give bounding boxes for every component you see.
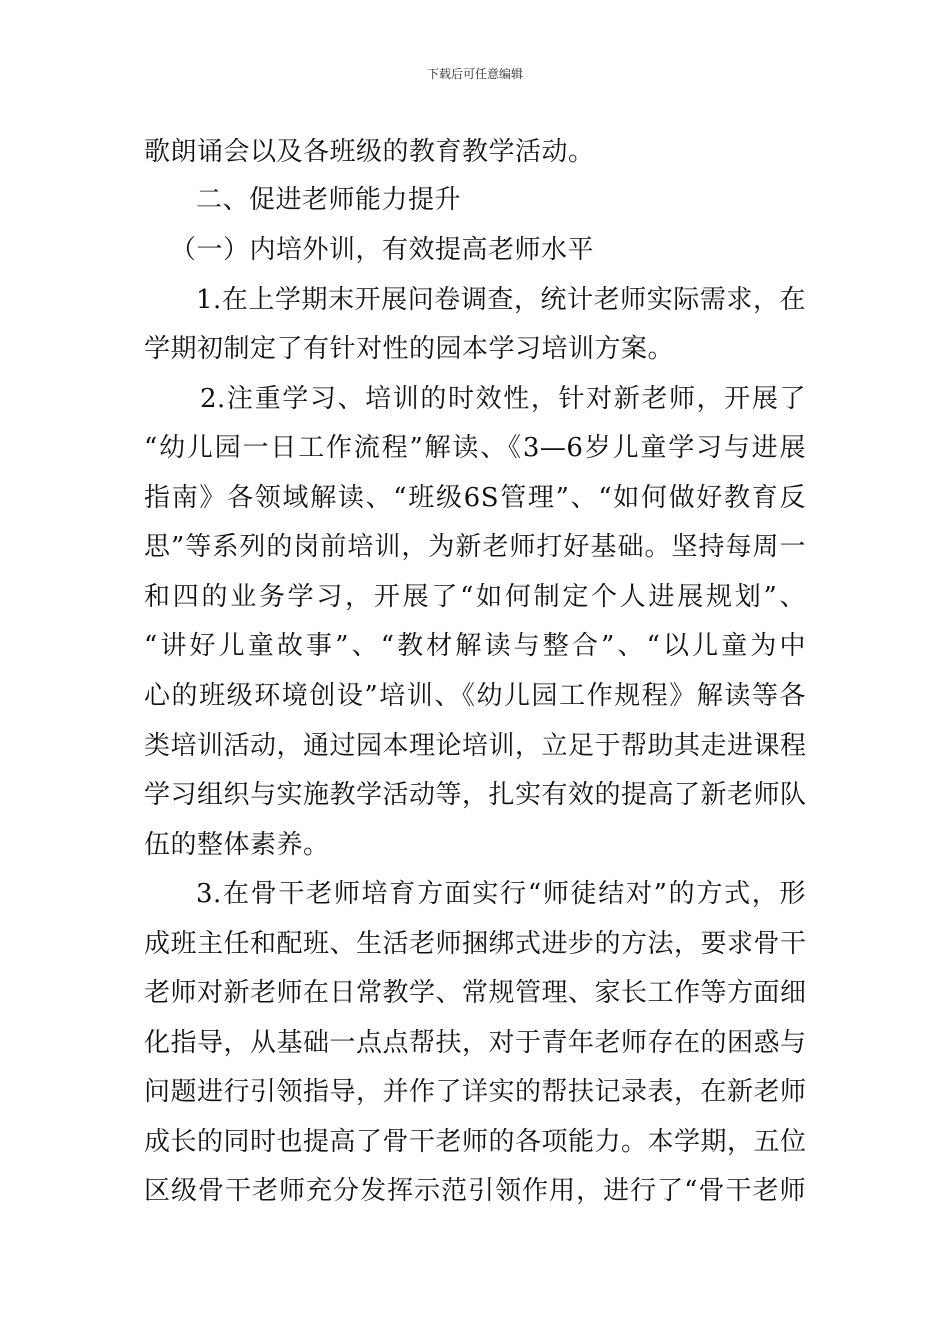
subsection-heading: （一）内培外训，有效提高老师水平	[170, 235, 595, 265]
paragraph-line: “讲好儿童故事”、“教材解读与整合”、“以儿童为中	[144, 631, 806, 661]
paragraph-line: 化指导，从基础一点点帮扶，对于青年老师存在的困惑与	[144, 1028, 807, 1058]
paragraph-line: 2.注重学习、培训的时效性，针对新老师，开展了	[200, 384, 806, 414]
paragraph-line: 思”等系列的岗前培训，为新老师打好基础。坚持每周一	[144, 532, 806, 562]
paragraph-line: 问题进行引领指导，并作了详实的帮扶记录表，在新老师	[144, 1077, 807, 1107]
paragraph-line: 类培训活动，通过园本理论培训，立足于帮助其走进课程	[144, 731, 807, 761]
paragraph-line: 区级骨干老师充分发挥示范引领作用，进行了“骨干老师	[144, 1176, 806, 1206]
paragraph-line: 和四的业务学习，开展了“如何制定个人进展规划”、	[144, 582, 806, 612]
paragraph-line: 成班主任和配班、生活老师捆绑式进步的方法，要求骨干	[144, 929, 807, 959]
paragraph-line: 伍的整体素养。	[144, 830, 330, 860]
paragraph-line: 歌朗诵会以及各班级的教育教学活动。	[144, 137, 595, 167]
paragraph-line: 学期初制定了有针对性的园本学习培训方案。	[144, 334, 675, 364]
paragraph-line: 3.在骨干老师培育方面实行“师徒结对”的方式，形	[196, 879, 806, 909]
paragraph-line: 学习组织与实施教学活动等，扎实有效的提高了新老师队	[144, 780, 807, 810]
paragraph-line: 1.在上学期末开展问卷调查，统计老师实际需求，在	[196, 285, 806, 315]
section-heading: 二、促进老师能力提升	[196, 185, 462, 215]
paragraph-line: “幼儿园一日工作流程”解读、《3—6岁儿童学习与进展	[144, 433, 806, 463]
paragraph-line: 成长的同时也提高了骨干老师的各项能力。本学期，五位	[144, 1127, 807, 1157]
paragraph-line: 指南》各领域解读、“班级6S管理”、“如何做好教育反	[144, 483, 806, 513]
paragraph-line: 老师对新老师在日常教学、常规管理、家长工作等方面细	[144, 978, 807, 1008]
page-header: 下载后可任意编辑	[426, 67, 523, 81]
paragraph-line: 心的班级环境创设”培训、《幼儿园工作规程》解读等各	[144, 681, 806, 711]
